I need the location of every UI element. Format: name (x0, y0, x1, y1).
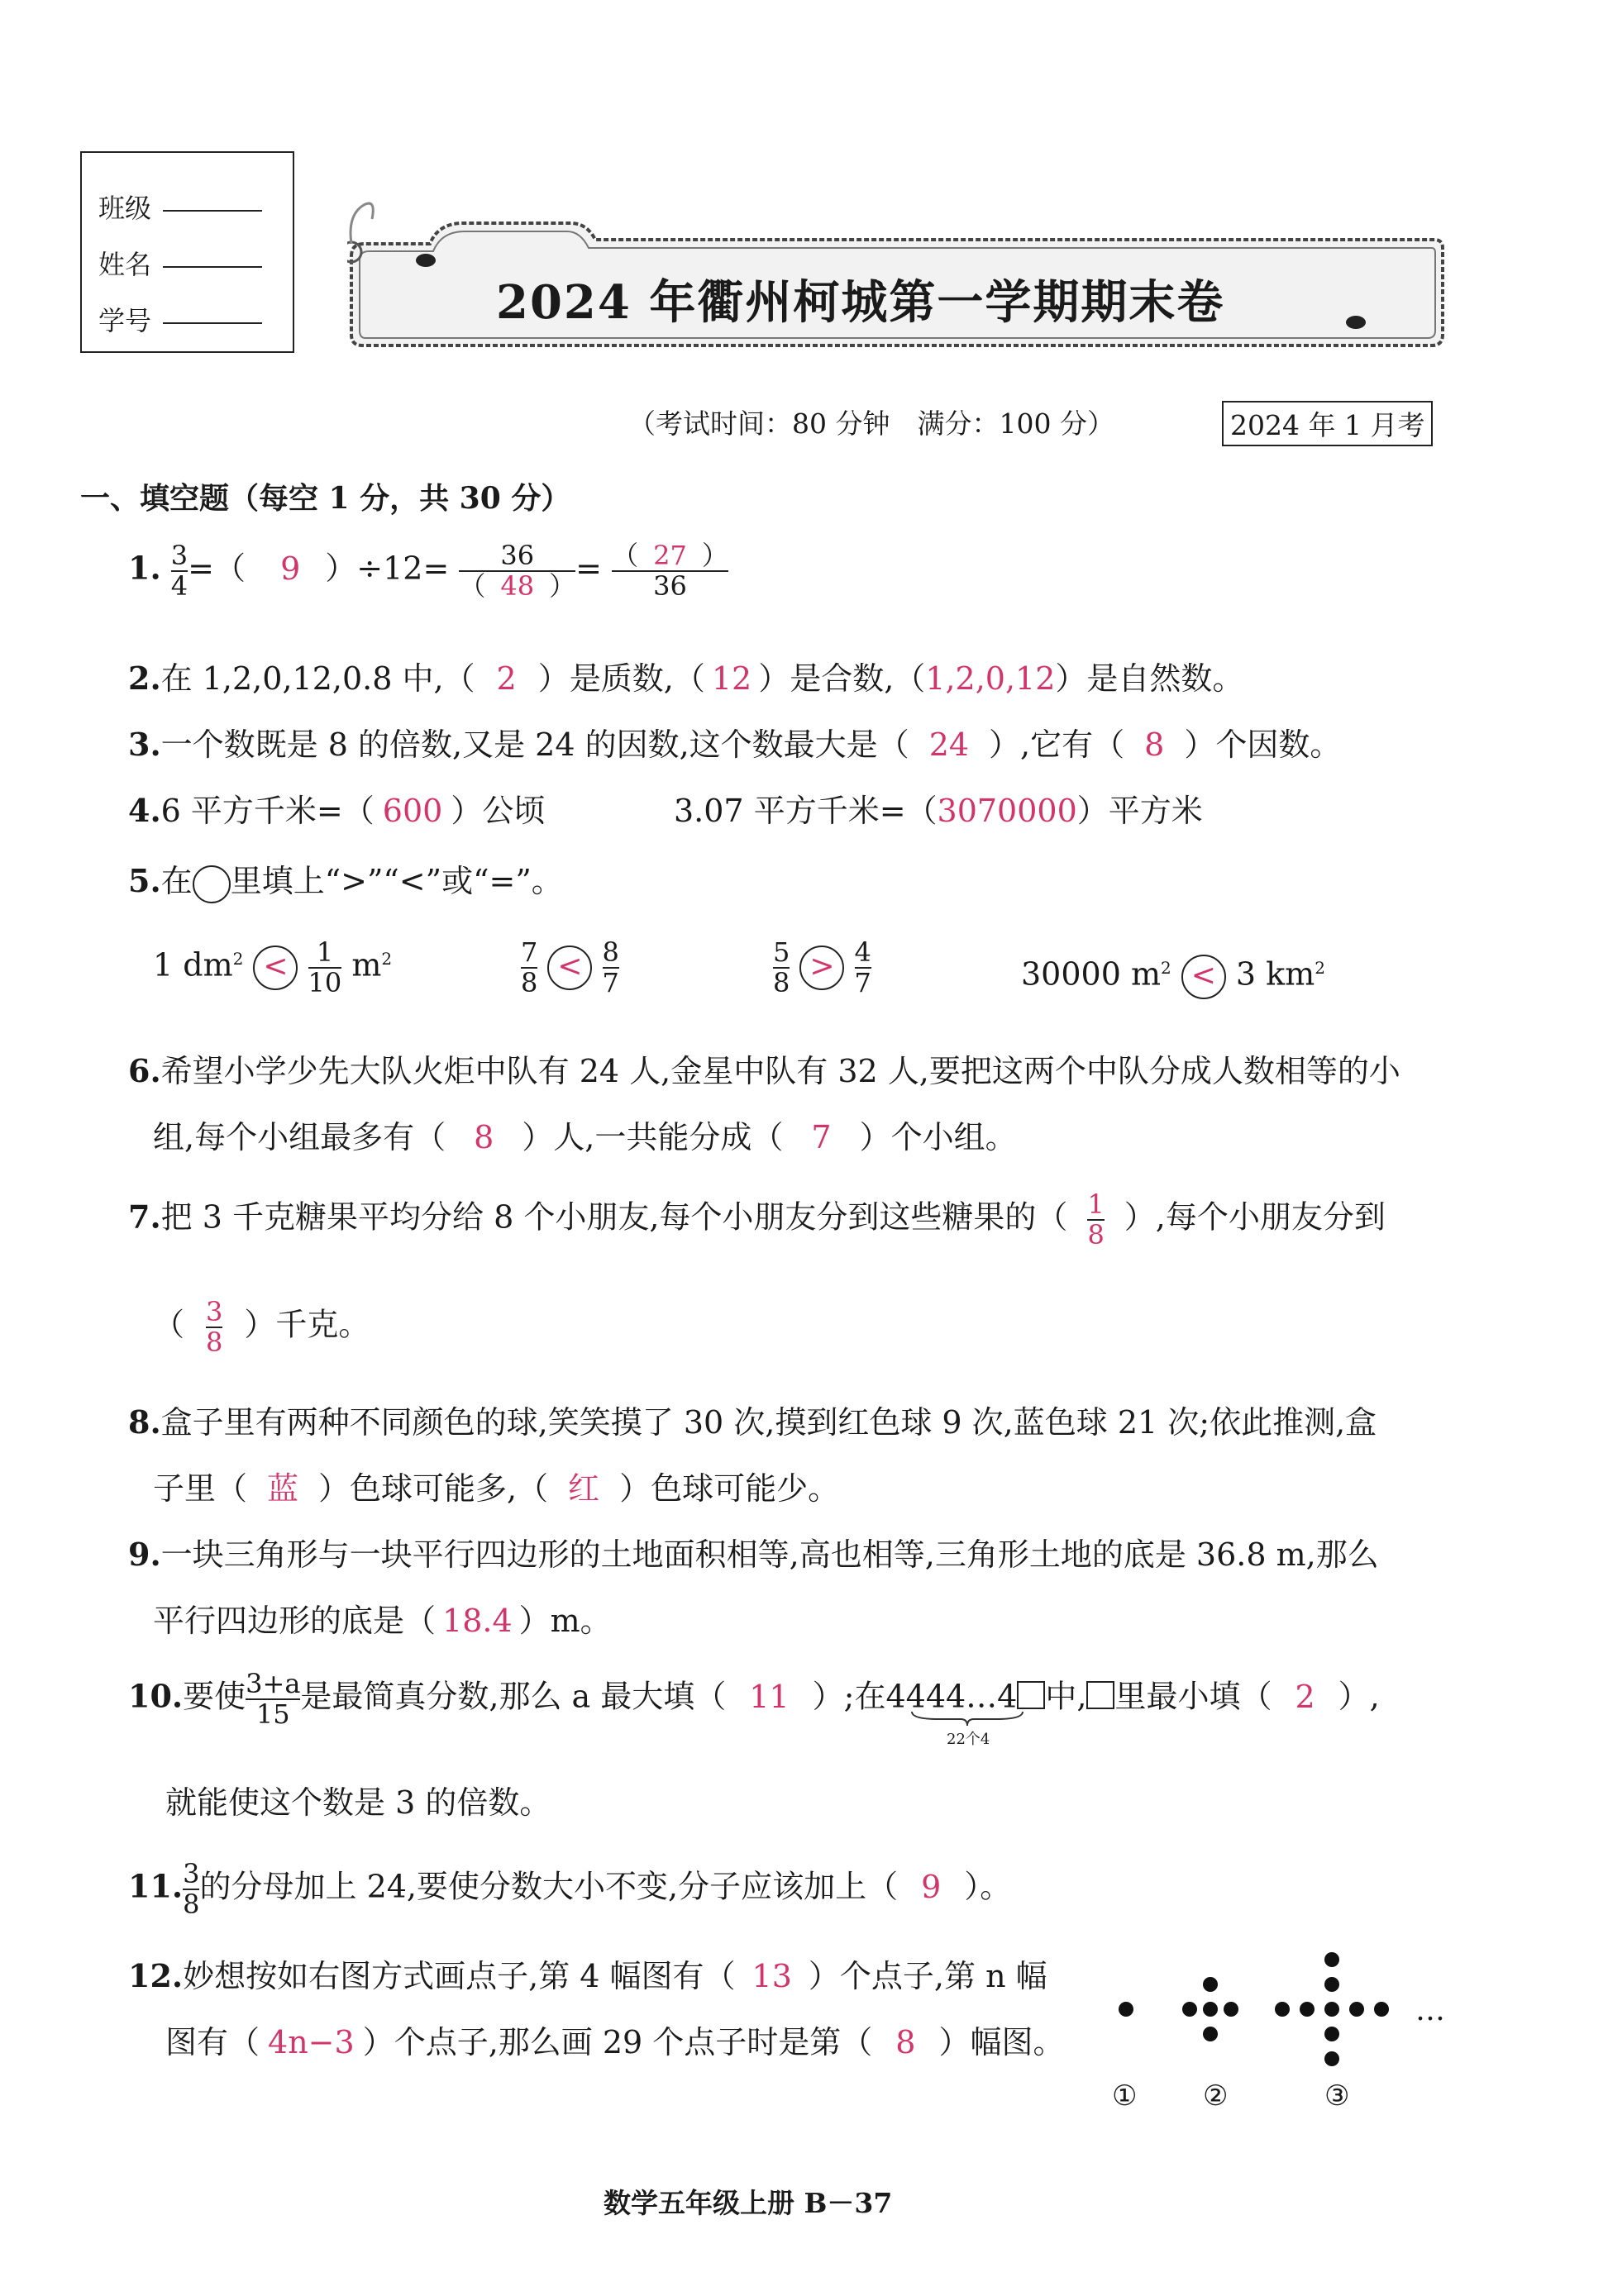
section-heading: 一、填空题（每空 1 分，共 30 分） (80, 481, 571, 516)
brace-label: 22个4 (947, 1731, 990, 1748)
dot (1324, 1977, 1339, 1992)
class-label: 班级 (98, 193, 152, 224)
question-4b: 3.07 平方千米=（3070000）平方米 (674, 793, 1203, 829)
figure-label-1: ① (1112, 2079, 1138, 2113)
id-label: 学号 (98, 305, 152, 336)
dot (1324, 2051, 1339, 2066)
answer-blank[interactable]: 24 (928, 726, 970, 763)
answer-blank[interactable]: 48 (500, 570, 535, 603)
answer-blank[interactable]: 12 (711, 660, 752, 697)
compare-circle[interactable]: < (253, 946, 298, 990)
question-9-line2: 平行四边形的底是（ 18.4 ）m。 (153, 1603, 612, 1639)
dot (1203, 1977, 1218, 1992)
dot (1300, 2002, 1315, 2017)
question-6-line2: 组,每个小组最多有（ 8 ）人,一共能分成（ 7 ）个小组。 (153, 1119, 1017, 1155)
figure-ellipsis: … (1415, 1994, 1445, 2027)
figure-label-3: ③ (1324, 2079, 1350, 2113)
question-10-line2: 就能使这个数是 3 的倍数。 (165, 1784, 551, 1821)
compare-circle[interactable]: < (1181, 955, 1226, 999)
dot (1324, 2027, 1339, 2041)
dot (1275, 2002, 1290, 2017)
compare-2: $\frac{7}{8}$ < $\frac{8}{7}$ (521, 936, 619, 999)
compare-1: 1 $dm^2$ < $\frac{1}{10}$ $m^2$ (153, 936, 393, 999)
answer-blank[interactable]: 11 (749, 1678, 790, 1715)
question-4: 4.6 平方千米=（ 600 ）公顷 (128, 792, 546, 829)
dot (1374, 2002, 1389, 2017)
dot (1203, 2002, 1218, 2017)
exam-title: 2024 年衢州柯城第一学期期末卷 (496, 275, 1225, 330)
question-9: 9.一块三角形与一块平行四边形的土地面积相等,高也相等,三角形土地的底是 36.8 m,那么 (128, 1536, 1379, 1573)
fraction: $\frac{36}{( 48 )}$ (459, 540, 576, 603)
dot (1203, 2027, 1218, 2041)
question-1: 1. $\frac{3}{4}$ =（ 9 ）÷12= $\frac{36}{( 48 )}$ = $\frac{( 27 )}{36}$ (128, 540, 728, 603)
dot (1324, 1952, 1339, 1967)
answer-blank[interactable]: 600 (382, 793, 443, 829)
answer-blank[interactable]: 8 (474, 1119, 494, 1155)
answer-blank[interactable]: 18.4 (442, 1603, 513, 1639)
dot (1182, 2002, 1197, 2017)
answer-blank[interactable]: 7 (811, 1119, 832, 1155)
answer-blank[interactable]: 红 (568, 1470, 600, 1507)
question-5: 5.在 里填上“>”“<”或“=”。 (128, 855, 563, 903)
question-8-line2: 子里（ 蓝 ）色球可能多,（ 红 ）色球可能少。 (153, 1470, 840, 1507)
question-2: 2.在 1,2,0,12,0.8 中,（ 2 ）是质数,（ 12 ）是合数,（1,2,0,12）是自然数。 (128, 660, 1244, 697)
answer-blank[interactable]: 1,2,0,12 (925, 660, 1056, 697)
question-11: 11. $\frac{3}{8}$ 的分母加上 24,要使分数大小不变,分子应该加上（ 9 ）。 (128, 1858, 1012, 1921)
question-7-line2: （ $\frac{3}{8}$ ）千克。 (153, 1296, 370, 1359)
answer-blank[interactable]: 27 (653, 540, 687, 571)
name-label: 姓名 (98, 249, 152, 280)
answer-blank[interactable]: 8 (1144, 726, 1165, 763)
answer-blank[interactable]: 2 (1295, 1678, 1315, 1715)
dot (1349, 2002, 1364, 2017)
answer-blank[interactable]: 9 (921, 1868, 942, 1905)
answer-blank[interactable]: 2 (496, 660, 517, 697)
answer-blank[interactable]: 9 (280, 550, 301, 587)
dot (1224, 2002, 1238, 2017)
answer-blank[interactable]: $\frac{3}{8}$ (206, 1296, 223, 1359)
answer-blank[interactable]: 8 (895, 2024, 916, 2060)
answer-blank[interactable]: 13 (752, 1958, 792, 1994)
exam-time-info: （考试时间：80 分钟 满分：100 分） (628, 407, 1114, 440)
exam-date-badge: 2024 年 1 月考 (1222, 401, 1433, 446)
digit-string: 4444…4 (885, 1678, 1018, 1715)
answer-blank[interactable]: 蓝 (267, 1470, 299, 1507)
compare-3: $\frac{5}{8}$ > $\frac{4}{7}$ (773, 936, 871, 999)
fraction: $\frac{3}{4}$ (170, 540, 188, 603)
page-footer: 数学五年级上册 B－37 (604, 2187, 893, 2219)
question-8: 8.盒子里有两种不同颜色的球,笑笑摸了 30 次,摸到红色球 9 次,蓝色球 21 次;依此推测,盒 (128, 1403, 1377, 1441)
question-12-line2: 图有（ 4n−3 ）个点子,那么画 29 个点子时是第（ 8 ）幅图。 (165, 2024, 1065, 2060)
question-12: 12.妙想按如右图方式画点子,第 4 幅图有（ 13 ）个点子,第 n 幅 (128, 1957, 1047, 1994)
dot (1119, 2002, 1133, 2017)
compare-circle[interactable]: < (547, 946, 592, 990)
dot (1324, 2002, 1339, 2017)
figure-label-2: ② (1203, 2079, 1229, 2113)
answer-blank[interactable]: 3070000 (937, 793, 1077, 829)
compare-circle[interactable]: > (799, 946, 844, 990)
compare-4: 30000 $m^2 < 3$ $km^2$ (1021, 955, 1325, 999)
answer-blank[interactable]: $\frac{1}{8}$ (1087, 1188, 1105, 1251)
question-6: 6.希望小学少先大队火炬中队有 24 人,金星中队有 32 人,要把这两个中队分成人数相等的小 (128, 1052, 1400, 1089)
question-10: 10.要使 $\frac{3+a}{15}$ 是最简真分数,那么 a 最大填（ 11 ）;在4444…4 中, 里最小填（ 2 ）, (128, 1668, 1380, 1731)
fraction: $\frac{( 27 )}{36}$ (612, 540, 728, 603)
question-3: 3.一个数既是 8 的倍数,又是 24 的因数,这个数最大是（ 24 ）,它有（ 8 ）个因数。 (128, 726, 1342, 763)
answer-blank[interactable]: 4n−3 (268, 2024, 355, 2060)
question-7: 7.把 3 千克糖果平均分给 8 个小朋友,每个小朋友分到这些糖果的（ $\frac{1}{8}$ ）,每个小朋友分到 (128, 1188, 1386, 1251)
